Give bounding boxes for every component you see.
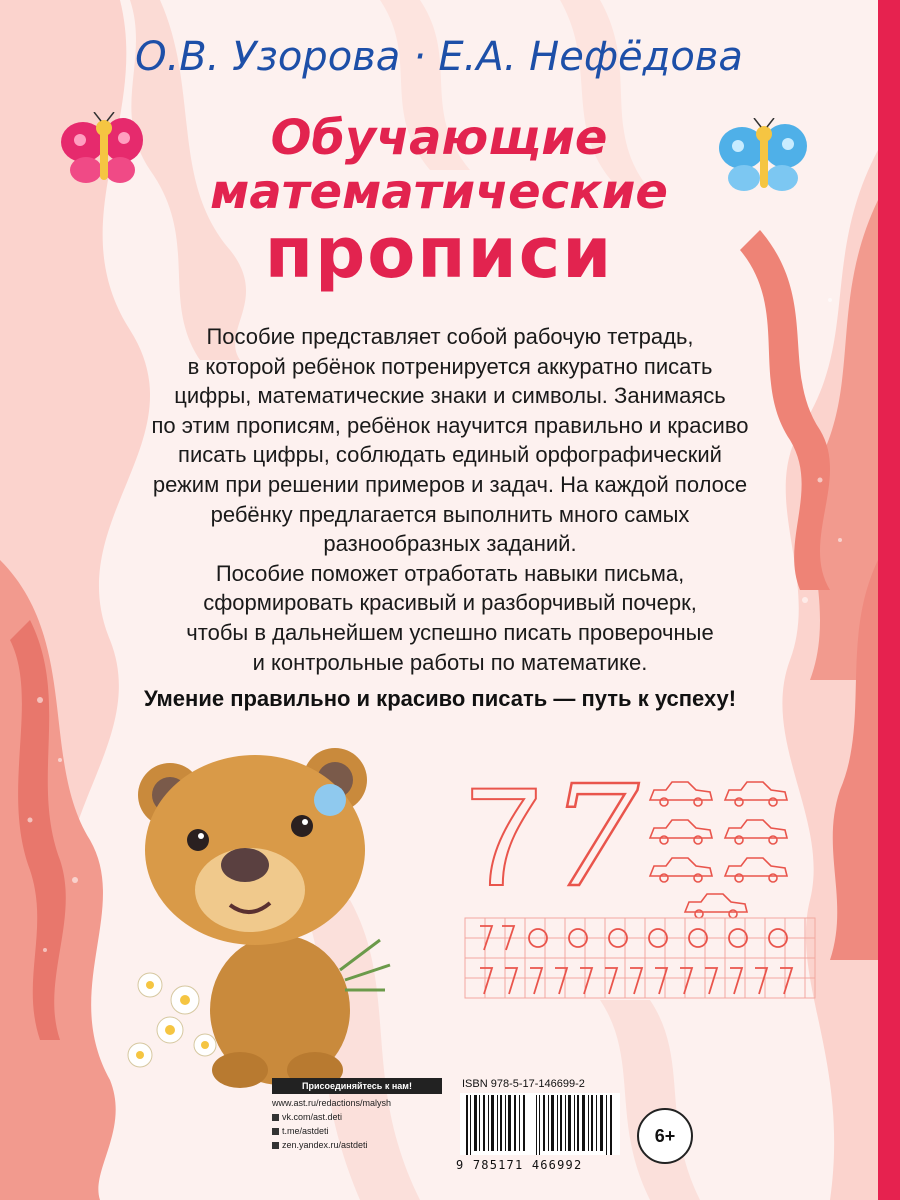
- description-line: режим при решении примеров и задач. На каждой полосе: [152, 471, 748, 497]
- description-line: писать цифры, соблюдать единый орфографический: [178, 442, 722, 468]
- website-link[interactable]: www.ast.ru/redactions/malysh: [272, 1098, 392, 1108]
- teddy-bear-icon: [110, 740, 410, 1090]
- book-spine-edge: [878, 0, 900, 1200]
- description-line: Пособие представляет собой рабочую тетрадь,: [206, 324, 694, 349]
- title-line-1: Обучающие: [270, 110, 608, 166]
- age-rating-badge: 6+: [637, 1108, 693, 1164]
- description-line: по этим прописям, ребёнок научится правильно и красиво: [151, 412, 749, 438]
- title-line-3: прописи: [264, 212, 614, 294]
- motto-text: Умение правильно и красиво писать — путь к успеху!: [143, 686, 737, 711]
- car-icon: [650, 782, 787, 918]
- description-line: Пособие поможет отработать навыки письма,: [215, 560, 685, 586]
- join-us-header: Присоединяйтесь к нам!: [272, 1078, 442, 1094]
- practice-grid: [465, 918, 815, 998]
- telegram-link[interactable]: [272, 1126, 442, 1136]
- practice-digit-cursive: 7: [550, 760, 640, 919]
- barcode: [460, 1093, 620, 1155]
- description-line: ребёнку предлагается выполнить много самых: [210, 501, 690, 527]
- digit-practice-area: [460, 760, 820, 1020]
- title-line-2: математические: [210, 164, 668, 220]
- isbn-text: ISBN 978-5-17-146699-2: [462, 1078, 585, 1090]
- telegram-icon: [272, 1128, 279, 1135]
- description-line: в которой ребёнок потренируется аккуратно писать: [187, 353, 713, 379]
- description-line: чтобы в дальнейшем успешно писать проверочные: [186, 619, 714, 645]
- description-line: и контрольные работы по математике.: [252, 649, 648, 675]
- description-text: [70, 322, 830, 677]
- practice-digit-outline: 7: [465, 760, 543, 915]
- description-line: цифры, математические знаки и символы. Занимаясь: [174, 383, 726, 409]
- vk-link-text: vk.com/ast.deti: [282, 1112, 343, 1122]
- social-links-box: [272, 1078, 442, 1150]
- zen-link-text: zen.yandex.ru/astdeti: [282, 1140, 368, 1150]
- vk-link[interactable]: [272, 1112, 442, 1122]
- description-line: сформировать красивый и разборчивый почерк,: [203, 590, 697, 616]
- barcode-digits: 9 785171 466992: [456, 1158, 583, 1172]
- authors-line: О.В. Узорова · Е.А. Нефёдова: [135, 34, 743, 80]
- description-line: разнообразных заданий.: [323, 531, 577, 557]
- zen-icon: [272, 1142, 279, 1149]
- zen-link[interactable]: [272, 1140, 442, 1150]
- telegram-link-text: t.me/astdeti: [282, 1126, 329, 1136]
- vk-icon: [272, 1114, 279, 1121]
